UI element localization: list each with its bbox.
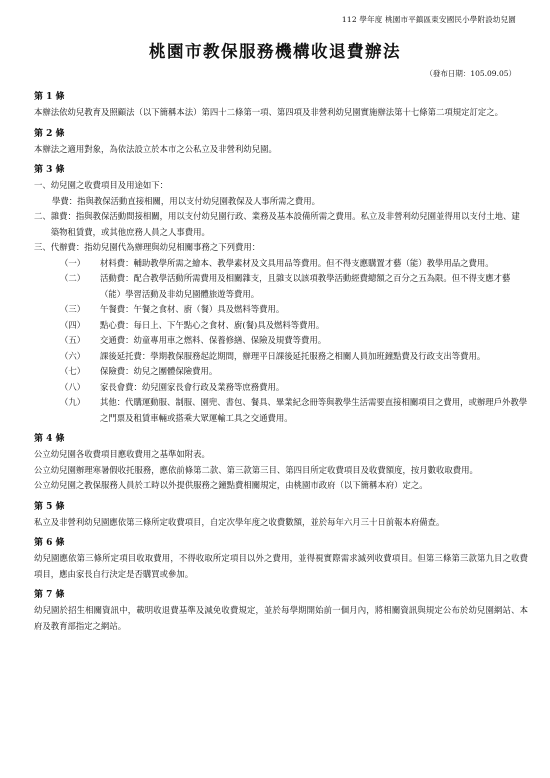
list-text: 雜費：指與教保活動間接相關，用以支付幼兒園行政、業務及基本設備所需之費用。私立及非營利幼兒園並得用以支付土地、建築物租賃費，或其他庶務人員之人事費用。 bbox=[50, 211, 520, 237]
article-4 bbox=[34, 432, 528, 494]
article-text: 幼兒園應依第三條所定項目收取費用，不得收取所定項目以外之費用，並得視實際需求減列收費項目。但第三條第三款第九目之收費項目，應由家長自行決定是否購買或參加。 bbox=[34, 553, 528, 579]
sub-item-text: 保險費：幼兒之團體保險費用。 bbox=[100, 366, 218, 376]
article-title: 第 7 條 bbox=[34, 590, 65, 600]
sub-item-number: （六） bbox=[60, 350, 86, 361]
article-3-list bbox=[34, 178, 528, 426]
sub-item-text: 活動費：配合教學活動所需費用及相關雜支，且雜支以該項教學活動經費總額之百分之五為限。但不得支應才藝（能）學習活動及非幼兒園體旅遊等費用。 bbox=[100, 273, 511, 299]
list-number: 三、 bbox=[34, 242, 51, 252]
sub-item-text: 家長會費：幼兒園家長會行政及業務等庶務費用。 bbox=[100, 381, 285, 392]
sub-item-text: 交通費：幼童專用車之燃料、保養修繕、保險及規費等費用。 bbox=[100, 335, 327, 345]
list-item bbox=[34, 240, 528, 256]
list-number: 二、 bbox=[34, 211, 51, 221]
article-7 bbox=[34, 588, 528, 634]
sub-item-number: （五） bbox=[60, 335, 86, 345]
list-item bbox=[34, 209, 528, 240]
list-number: 一、 bbox=[34, 180, 51, 190]
sub-item-text: 材料費：輔助教學所需之繪本、教學素材及文具用品等費用。但不得支應購置才藝（能）教學用品之費用。 bbox=[100, 257, 494, 268]
article-title: 第 4 條 bbox=[34, 434, 65, 444]
article-text: 私立及非營利幼兒園應依第三條所定收費項目，自定次學年度之收費數額，並於每年六月三十日前報本府備查。 bbox=[34, 516, 445, 527]
sub-item bbox=[60, 364, 528, 380]
sub-item-number: （二） bbox=[60, 273, 86, 283]
list-item bbox=[52, 194, 528, 210]
article-2 bbox=[34, 127, 528, 158]
sub-item-text: 課後延托費：學期教保服務起訖期間，辦理平日課後延托服務之相關人員加班鐘點費及行政支出等費用。 bbox=[100, 350, 486, 361]
article-3 bbox=[34, 163, 528, 426]
article-title: 第 2 條 bbox=[34, 128, 65, 139]
article-5 bbox=[34, 500, 528, 531]
article-text: 幼兒園於招生相關資訊中，載明收退費基準及減免收費規定，並於每學期開始前一個月內，將相關資訊與規定公布於幼兒園網站、本府及教育部指定之網站。 bbox=[34, 605, 528, 631]
sub-item-text: 午餐費：午餐之食材、廚（餐）具及燃料等費用。 bbox=[100, 304, 285, 314]
article-title: 第 6 條 bbox=[34, 538, 65, 548]
sub-item-number: （四） bbox=[60, 319, 86, 330]
sub-item-text: 點心費：每日上、下午點心之食材、廚(餐)具及燃料等費用。 bbox=[100, 319, 325, 330]
list-text: 學費：指與教保活動直接相關，用以支付幼兒園教保及人事所需之費用。 bbox=[52, 195, 320, 206]
list-text: 代辦費：指幼兒園代為辦理與幼兒相關事務之下列費用： bbox=[50, 242, 261, 252]
sub-item-text: 其他：代購運動服、制服、園兜、書包、餐具、畢業紀念冊等與教學生活需要直接相關項目之費用，或辦理戶外教學之門票及租賃車輛或搭乘大眾運輸工具之交通費用。 bbox=[100, 397, 528, 423]
sub-item bbox=[60, 271, 528, 302]
sub-item bbox=[60, 395, 528, 426]
article-text: 本辦法之適用對象，為依法設立於本市之公私立及非營利幼兒園。 bbox=[34, 143, 277, 154]
sub-item bbox=[60, 302, 528, 318]
article-title: 第 1 條 bbox=[34, 92, 65, 102]
sub-item-number: （七） bbox=[60, 366, 86, 376]
article-paragraph: 公立幼兒園辦理寒暑假收托服務，應依前條第二款、第三款第三目、第四目所定收費項目及收費額度，按月數收取費用。 bbox=[34, 464, 478, 475]
sub-item-number: （三） bbox=[60, 304, 86, 314]
article-title: 第 5 條 bbox=[34, 501, 65, 512]
sub-item bbox=[60, 349, 528, 365]
list-item bbox=[34, 178, 528, 194]
article-6 bbox=[34, 536, 528, 582]
sub-item-number: （八） bbox=[60, 381, 86, 392]
article-1 bbox=[34, 90, 528, 121]
article-paragraph: 公立幼兒園各收費項目應收費用之基準如附表。 bbox=[34, 449, 210, 459]
sub-item-number: （九） bbox=[60, 397, 86, 407]
list-text: 幼兒園之收費項目及用途如下： bbox=[50, 180, 168, 190]
sub-item bbox=[60, 318, 528, 334]
sub-item bbox=[60, 333, 528, 349]
article-title: 第 3 條 bbox=[34, 165, 65, 175]
page-title: 桃園市教保服務機構收退費辦法 bbox=[149, 42, 401, 61]
header-note: 112 學年度 桃園市平鎮區東安國民小學附設幼兒園 bbox=[341, 15, 516, 24]
article-paragraph: 公立幼兒園之教保服務人員於工時以外提供服務之鐘點費相關規定，由桃園市政府（以下簡稱本府）定之。 bbox=[34, 480, 428, 490]
sub-item-number: （一） bbox=[60, 257, 86, 268]
document-body bbox=[34, 84, 528, 634]
issue-date: （發布日期：105.09.05） bbox=[425, 69, 516, 78]
article-text: 本辦法依幼兒教育及照顧法（以下簡稱本法）第四十二條第一項、第四項及非營利幼兒園實施辦法第十七條第二項規定訂定之。 bbox=[34, 107, 503, 117]
sub-item bbox=[60, 380, 528, 396]
sub-item bbox=[60, 256, 528, 272]
